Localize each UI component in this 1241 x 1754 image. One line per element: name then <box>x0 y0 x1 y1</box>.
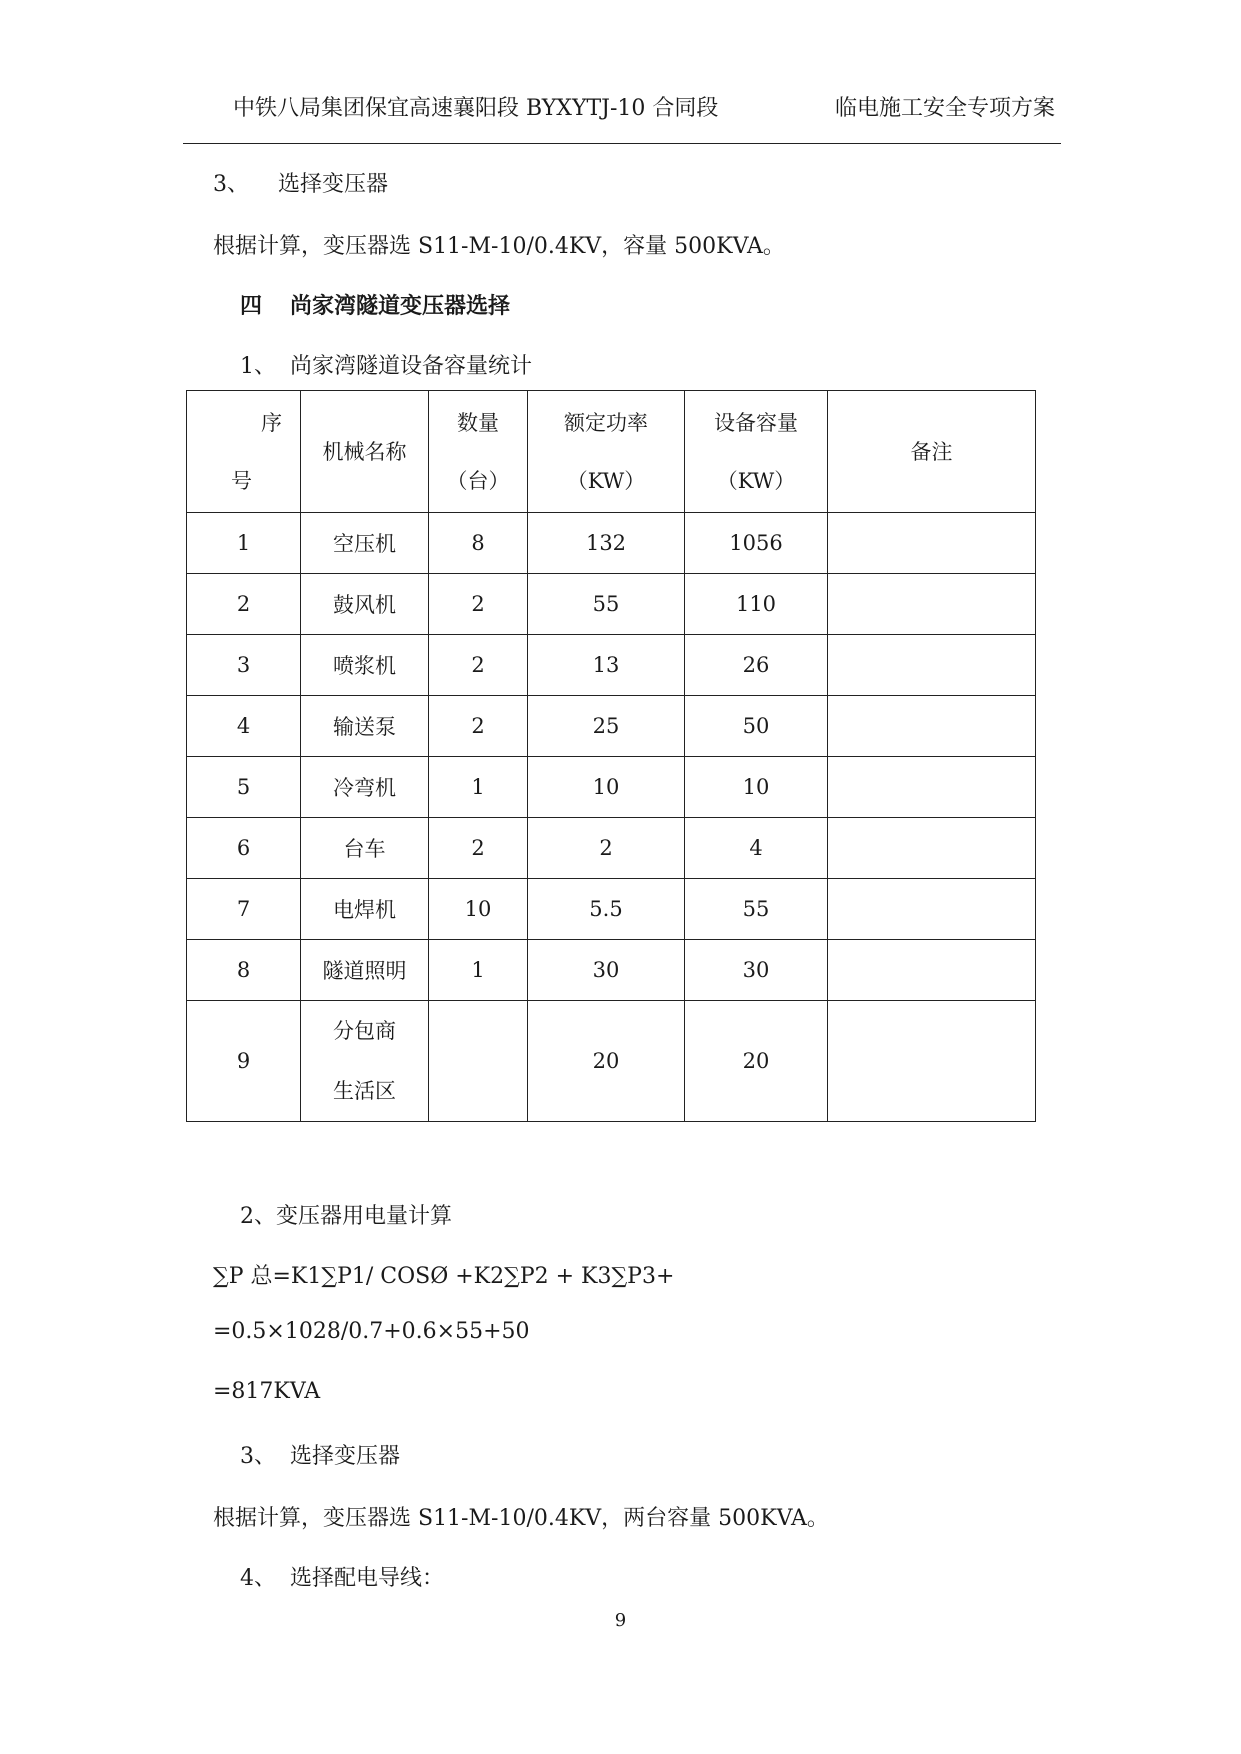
header-power-bottom: （KW） <box>566 468 646 493</box>
cell-capacity: 20 <box>685 1001 828 1122</box>
header-seq-bottom: 号 <box>231 468 252 493</box>
table-row <box>187 574 1036 635</box>
subsection-1-number: 1、 <box>240 354 276 379</box>
cell-power: 55 <box>528 574 685 635</box>
table-row <box>187 1001 1036 1122</box>
cell-remark <box>828 879 1036 940</box>
header-capacity-bottom: （KW） <box>716 468 796 493</box>
cell-power: 2 <box>528 818 685 879</box>
cell-name: 台车 <box>301 818 429 879</box>
formula-line-3: =817KVA <box>213 1379 321 1404</box>
cell-seq: 9 <box>187 1001 301 1122</box>
header-seq-top: 序 <box>261 410 282 435</box>
cell-capacity: 1056 <box>685 513 828 574</box>
cell-qty: 10 <box>429 879 528 940</box>
cell-qty: 2 <box>429 574 528 635</box>
cell-name <box>301 1001 429 1122</box>
cell-name: 隧道照明 <box>301 940 429 1001</box>
cell-capacity: 30 <box>685 940 828 1001</box>
header-right: 临电施工安全专项方案 <box>835 96 1056 121</box>
header-divider <box>183 143 1061 144</box>
cell-qty <box>429 1001 528 1122</box>
cell-remark <box>828 574 1036 635</box>
subsection-1-title: 尚家湾隧道设备容量统计 <box>290 354 533 379</box>
table-row <box>187 696 1036 757</box>
cell-qty: 2 <box>429 818 528 879</box>
cell-power: 132 <box>528 513 685 574</box>
table-row <box>187 757 1036 818</box>
item-3-number: 3、 <box>213 172 249 197</box>
cell-capacity: 55 <box>685 879 828 940</box>
header-capacity-top: 设备容量 <box>714 410 798 435</box>
section-4-number: 四 <box>240 293 263 319</box>
table-row <box>187 879 1036 940</box>
cell-remark <box>828 818 1036 879</box>
item-3-text: 选择变压器 <box>278 172 389 197</box>
header-left: 中铁八局集团保宜高速襄阳段 BYXYTJ-10 合同段 <box>233 96 719 121</box>
cell-seq: 3 <box>187 635 301 696</box>
cell-seq: 7 <box>187 879 301 940</box>
cell-name: 鼓风机 <box>301 574 429 635</box>
cell-seq: 5 <box>187 757 301 818</box>
header-remark: 备注 <box>828 391 1036 513</box>
table-row <box>187 635 1036 696</box>
cell-power: 5.5 <box>528 879 685 940</box>
cell-qty: 2 <box>429 635 528 696</box>
cell-remark <box>828 757 1036 818</box>
cell-seq: 8 <box>187 940 301 1001</box>
subsection-4-title: 选择配电导线： <box>290 1566 445 1591</box>
header-power-top: 额定功率 <box>564 410 648 435</box>
cell-name: 空压机 <box>301 513 429 574</box>
cell-capacity: 10 <box>685 757 828 818</box>
formula-line-2: =0.5×1028/0.7+0.6×55+50 <box>213 1319 530 1344</box>
cell-seq: 2 <box>187 574 301 635</box>
page-number: 9 <box>614 1610 627 1631</box>
cell-qty: 1 <box>429 757 528 818</box>
cell-remark <box>828 696 1036 757</box>
cell-name: 输送泵 <box>301 696 429 757</box>
header-name: 机械名称 <box>301 391 429 513</box>
table-header-row <box>187 391 1036 513</box>
cell-seq: 6 <box>187 818 301 879</box>
header-capacity <box>685 391 828 513</box>
cell-qty: 1 <box>429 940 528 1001</box>
cell-remark <box>828 513 1036 574</box>
cell-seq: 1 <box>187 513 301 574</box>
formula-line-1: ∑P 总=K1∑P1/ COSØ +K2∑P2 + K3∑P3+ <box>213 1264 675 1289</box>
table-row <box>187 513 1036 574</box>
header-qty <box>429 391 528 513</box>
subsection-3-title: 选择变压器 <box>290 1444 401 1469</box>
cell-remark <box>828 1001 1036 1122</box>
transformer-conclusion-2: 根据计算，变压器选 S11-M-10/0.4KV，两台容量 500KVA。 <box>213 1506 829 1531</box>
subsection-2-title: 2、变压器用电量计算 <box>240 1204 452 1229</box>
cell-power: 25 <box>528 696 685 757</box>
cell-capacity: 50 <box>685 696 828 757</box>
subsection-3-number: 3、 <box>240 1444 276 1469</box>
equipment-capacity-table <box>186 390 1036 1122</box>
header-qty-bottom: （台） <box>446 468 510 493</box>
transformer-conclusion-1: 根据计算，变压器选 S11-M-10/0.4KV，容量 500KVA。 <box>213 234 785 259</box>
cell-capacity: 4 <box>685 818 828 879</box>
cell-capacity: 110 <box>685 574 828 635</box>
header-qty-top: 数量 <box>457 410 499 435</box>
cell-power: 13 <box>528 635 685 696</box>
table-row <box>187 940 1036 1001</box>
cell-power: 10 <box>528 757 685 818</box>
table-row <box>187 818 1036 879</box>
cell-remark <box>828 635 1036 696</box>
cell-name-line2: 生活区 <box>333 1079 396 1103</box>
cell-qty: 8 <box>429 513 528 574</box>
cell-name: 电焊机 <box>301 879 429 940</box>
cell-name: 喷浆机 <box>301 635 429 696</box>
cell-remark <box>828 940 1036 1001</box>
cell-name-line1: 分包商 <box>333 1019 396 1043</box>
header-power <box>528 391 685 513</box>
cell-power: 20 <box>528 1001 685 1122</box>
cell-name: 冷弯机 <box>301 757 429 818</box>
cell-seq: 4 <box>187 696 301 757</box>
cell-power: 30 <box>528 940 685 1001</box>
subsection-4-number: 4、 <box>240 1566 276 1591</box>
cell-qty: 2 <box>429 696 528 757</box>
section-4-title: 尚家湾隧道变压器选择 <box>290 293 511 319</box>
header-seq <box>187 391 301 513</box>
cell-capacity: 26 <box>685 635 828 696</box>
